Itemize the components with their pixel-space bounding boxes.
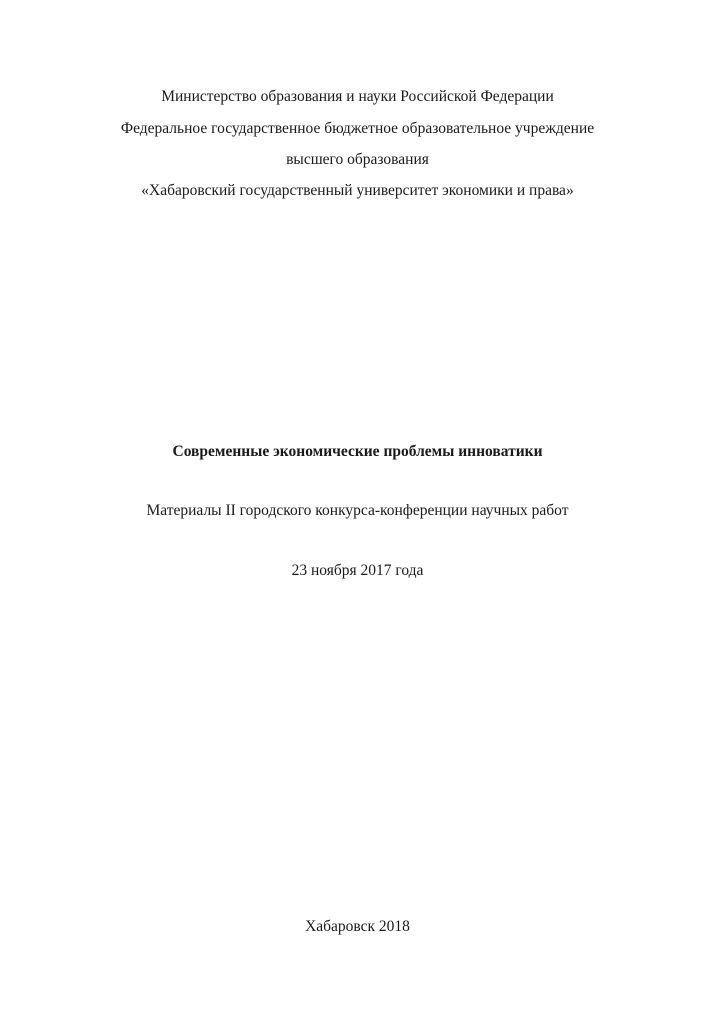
institution-type-line: Федеральное государственное бюджетное образовательное учреждение bbox=[120, 120, 595, 137]
conference-date: 23 ноября 2017 года bbox=[291, 562, 424, 579]
ministry-line: Министерство образования и науки Российской Федерации bbox=[161, 88, 554, 105]
education-level-line: высшего образования bbox=[286, 151, 429, 168]
city-year: Хабаровск 2018 bbox=[305, 918, 410, 935]
document-subtitle: Материалы II городского конкурса-конференции научных работ bbox=[146, 502, 569, 519]
university-name-line: «Хабаровский государственный университет экономики и права» bbox=[141, 182, 574, 199]
document-title: Современные экономические проблемы инноватики bbox=[172, 443, 543, 460]
